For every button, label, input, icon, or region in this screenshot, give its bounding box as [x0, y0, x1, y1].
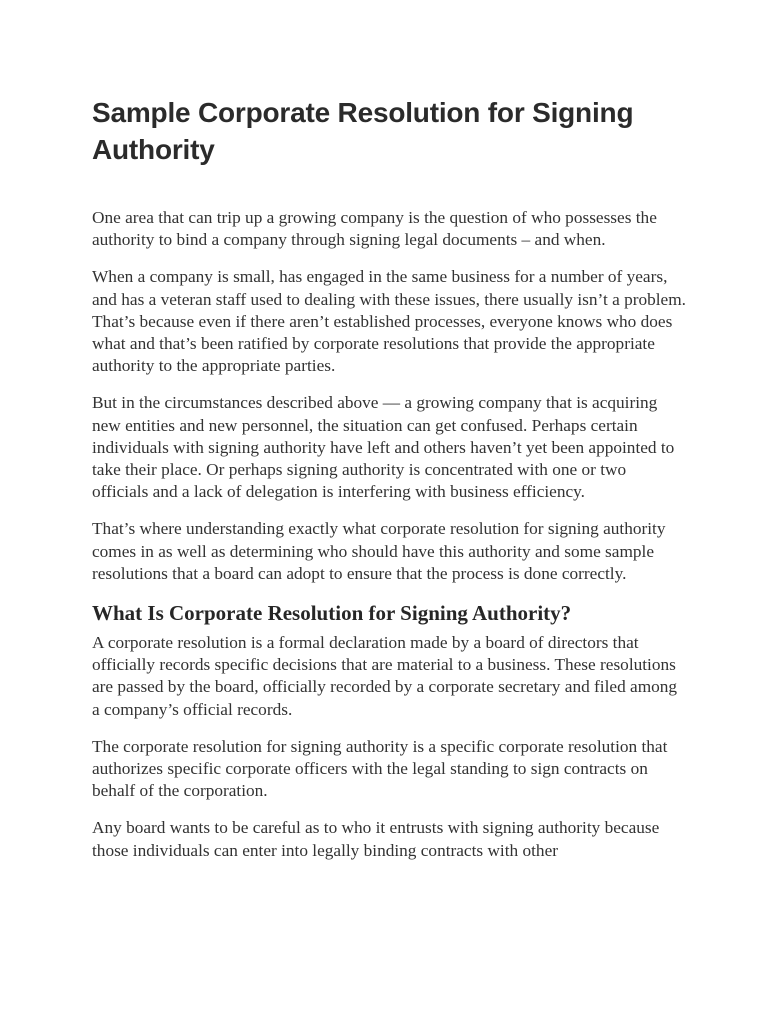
intro-paragraph-2: When a company is small, has engaged in the same business for a number of years, and has a veteran staff used to dealing with these issues, there usually isn’t a problem. That’s because even if there aren’t established processes, everyone knows who does what and that’s been ratified by corporate resolutions that provide the appropriate authority to the appropriate parties. [92, 267, 686, 376]
intro-paragraph-3: But in the circumstances described above — a growing company that is acquiring new entities and new personnel, the situation can get confused. Perhaps certain individuals with signing authority have left and others haven’t yet been appointed to take their place. Or perhaps signing authority is concentrated with one or two officials and a lack of delegation is interfering with business efficiency. [92, 393, 675, 502]
document-body [92, 94, 686, 877]
section-heading: What Is Corporate Resolution for Signing Authority? [92, 601, 572, 626]
document-title: Sample Corporate Resolution for Signing Authority [92, 97, 634, 165]
section-paragraph-2: The corporate resolution for signing authority is a specific corporate resolution that authorizes specific corporate officers with the legal standing to sign contracts on behalf of the corporation. [92, 736, 668, 801]
section-paragraph-1: A corporate resolution is a formal declaration made by a board of directors that officially records specific decisions that are material to a business. These resolutions are passed by the board, officially recorded by a corporate secretary and filed among a company’s official records. [92, 633, 678, 719]
intro-paragraph-4: That’s where understanding exactly what corporate resolution for signing authority comes in as well as determining who should have this authority and some sample resolutions that a board can adopt to ensure that the process is done correctly. [92, 519, 666, 583]
section-paragraph-3: Any board wants to be careful as to who it entrusts with signing authority because those individuals can enter into legally binding contracts with other [92, 818, 660, 860]
intro-paragraph-1: One area that can trip up a growing company is the question of who possesses the authority to bind a company through signing legal documents – and when. [92, 208, 657, 250]
